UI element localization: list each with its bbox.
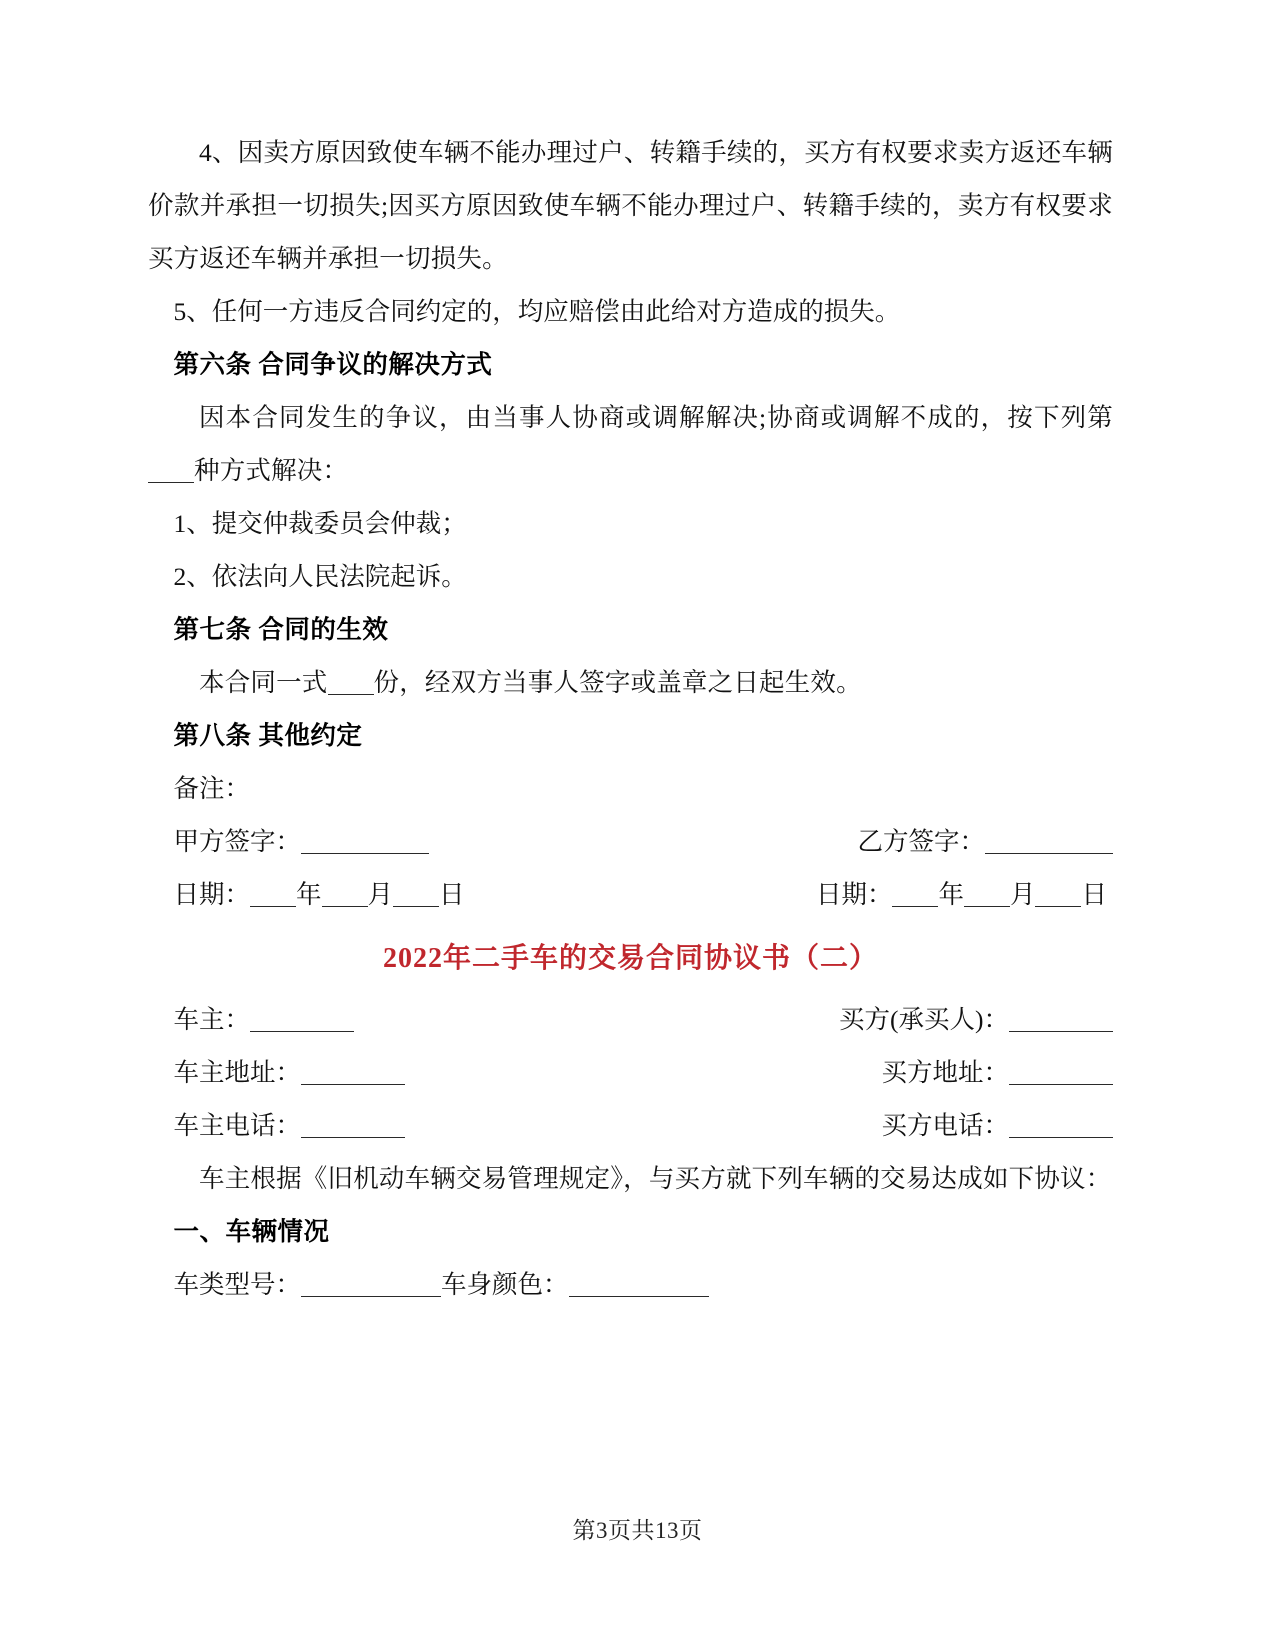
owner-address-field	[148, 1046, 631, 1099]
buyer-name-blank[interactable]	[1009, 1031, 1113, 1032]
buyer-address-label: 买方地址：	[881, 1058, 1009, 1087]
clause-5-paragraph: 5、任何一方违反合同约定的，均应赔偿由此给对方造成的损失。	[173, 297, 901, 326]
party-b-year-unit: 年	[938, 880, 964, 909]
article-7-text-part2: 份，经双方当事人签字或盖章之日起生效。	[373, 668, 862, 697]
page-number-text: 第3页共13页	[572, 1518, 703, 1543]
party-b-signature-blank[interactable]	[985, 853, 1113, 854]
party-a-signature-blank[interactable]	[301, 853, 429, 854]
address-row	[148, 1046, 1113, 1099]
owner-buyer-row	[148, 993, 1113, 1046]
party-a-signature-field	[148, 815, 631, 868]
vehicle-color-blank[interactable]	[569, 1296, 709, 1297]
remarks-label: 备注：	[173, 774, 251, 803]
party-a-date-year-blank[interactable]	[250, 906, 296, 907]
party-b-month-unit: 月	[1009, 880, 1036, 909]
party-a-date-day-blank[interactable]	[393, 906, 439, 907]
buyer-phone-field	[631, 1099, 1114, 1152]
party-a-year-unit: 年	[296, 880, 322, 909]
copies-count-blank[interactable]	[328, 694, 374, 695]
vehicle-info-row	[148, 1258, 1113, 1311]
article-6-heading: 第六条 合同争议的解决方式	[173, 350, 493, 379]
buyer-name-field	[631, 993, 1114, 1046]
article-8-heading: 第八条 其他约定	[173, 721, 363, 750]
dispute-method-blank[interactable]	[148, 482, 194, 483]
owner-address-label: 车主地址：	[173, 1058, 302, 1087]
article-7-paragraph	[148, 656, 1113, 709]
party-a-date-field	[148, 868, 631, 921]
party-b-date-day-blank[interactable]	[1035, 906, 1081, 907]
owner-phone-label: 车主电话：	[173, 1111, 302, 1140]
owner-name-field	[148, 993, 631, 1046]
article-6-text-part1: 因本合同发生的争议，由当事人协商或调解解决;协商或调解不成的，按下列第	[199, 403, 1113, 432]
party-b-date-label: 日期：	[815, 880, 893, 909]
buyer-address-blank[interactable]	[1009, 1084, 1113, 1085]
buyer-name-label: 买方(承买人)：	[839, 1005, 1009, 1034]
section-two-title: 2022年二手车的交易合同协议书（二）	[382, 943, 878, 974]
party-b-day-unit: 日	[1081, 880, 1107, 909]
clause-4-paragraph: 4、因卖方原因致使车辆不能办理过户、转籍手续的，买方有权要求卖方返还车辆价款并承担一切损失;因买方原因致使车辆不能办理过户、转籍手续的，卖方有权要求买方返还车辆并承担一切损失。	[148, 138, 1113, 273]
dispute-option-1: 1、提交仲裁委员会仲裁；	[173, 509, 467, 538]
buyer-phone-blank[interactable]	[1009, 1137, 1113, 1138]
party-b-date-month-blank[interactable]	[964, 906, 1010, 907]
party-b-signature-field	[631, 815, 1114, 868]
party-a-date-month-blank[interactable]	[322, 906, 368, 907]
article-7-heading: 第七条 合同的生效	[173, 615, 389, 644]
owner-name-label: 车主：	[173, 1005, 251, 1034]
phone-row	[148, 1099, 1113, 1152]
article-6-text-part2: 种方式解决：	[194, 456, 349, 485]
article-6-paragraph	[148, 391, 1113, 497]
section-two-preamble: 车主根据《旧机动车辆交易管理规定》，与买方就下列车辆的交易达成如下协议：	[199, 1164, 1112, 1193]
owner-phone-blank[interactable]	[301, 1137, 405, 1138]
vehicle-model-label: 车类型号：	[173, 1270, 302, 1299]
article-7-text-part1: 本合同一式	[199, 668, 328, 697]
document-content	[148, 126, 1113, 1311]
dispute-option-2: 2、依法向人民法院起诉。	[173, 562, 467, 591]
spacer-before-red-title	[148, 921, 1113, 931]
vehicle-model-blank[interactable]	[301, 1296, 441, 1297]
party-a-date-label: 日期：	[173, 880, 251, 909]
party-a-day-unit: 日	[439, 880, 465, 909]
owner-address-blank[interactable]	[301, 1084, 405, 1085]
party-b-signature-label: 乙方签字：	[857, 827, 985, 856]
page-footer	[0, 1512, 1275, 1545]
owner-name-blank[interactable]	[250, 1031, 354, 1032]
signature-row	[148, 815, 1113, 868]
buyer-address-field	[631, 1046, 1114, 1099]
party-a-month-unit: 月	[367, 880, 394, 909]
party-b-date-field	[631, 868, 1114, 921]
owner-phone-field	[148, 1099, 631, 1152]
date-row	[148, 868, 1113, 921]
party-b-date-year-blank[interactable]	[892, 906, 938, 907]
buyer-phone-label: 买方电话：	[881, 1111, 1009, 1140]
vehicle-color-label: 车身颜色：	[441, 1270, 569, 1299]
party-a-signature-label: 甲方签字：	[173, 827, 302, 856]
section-two-article-1-heading: 一、车辆情况	[173, 1217, 330, 1246]
